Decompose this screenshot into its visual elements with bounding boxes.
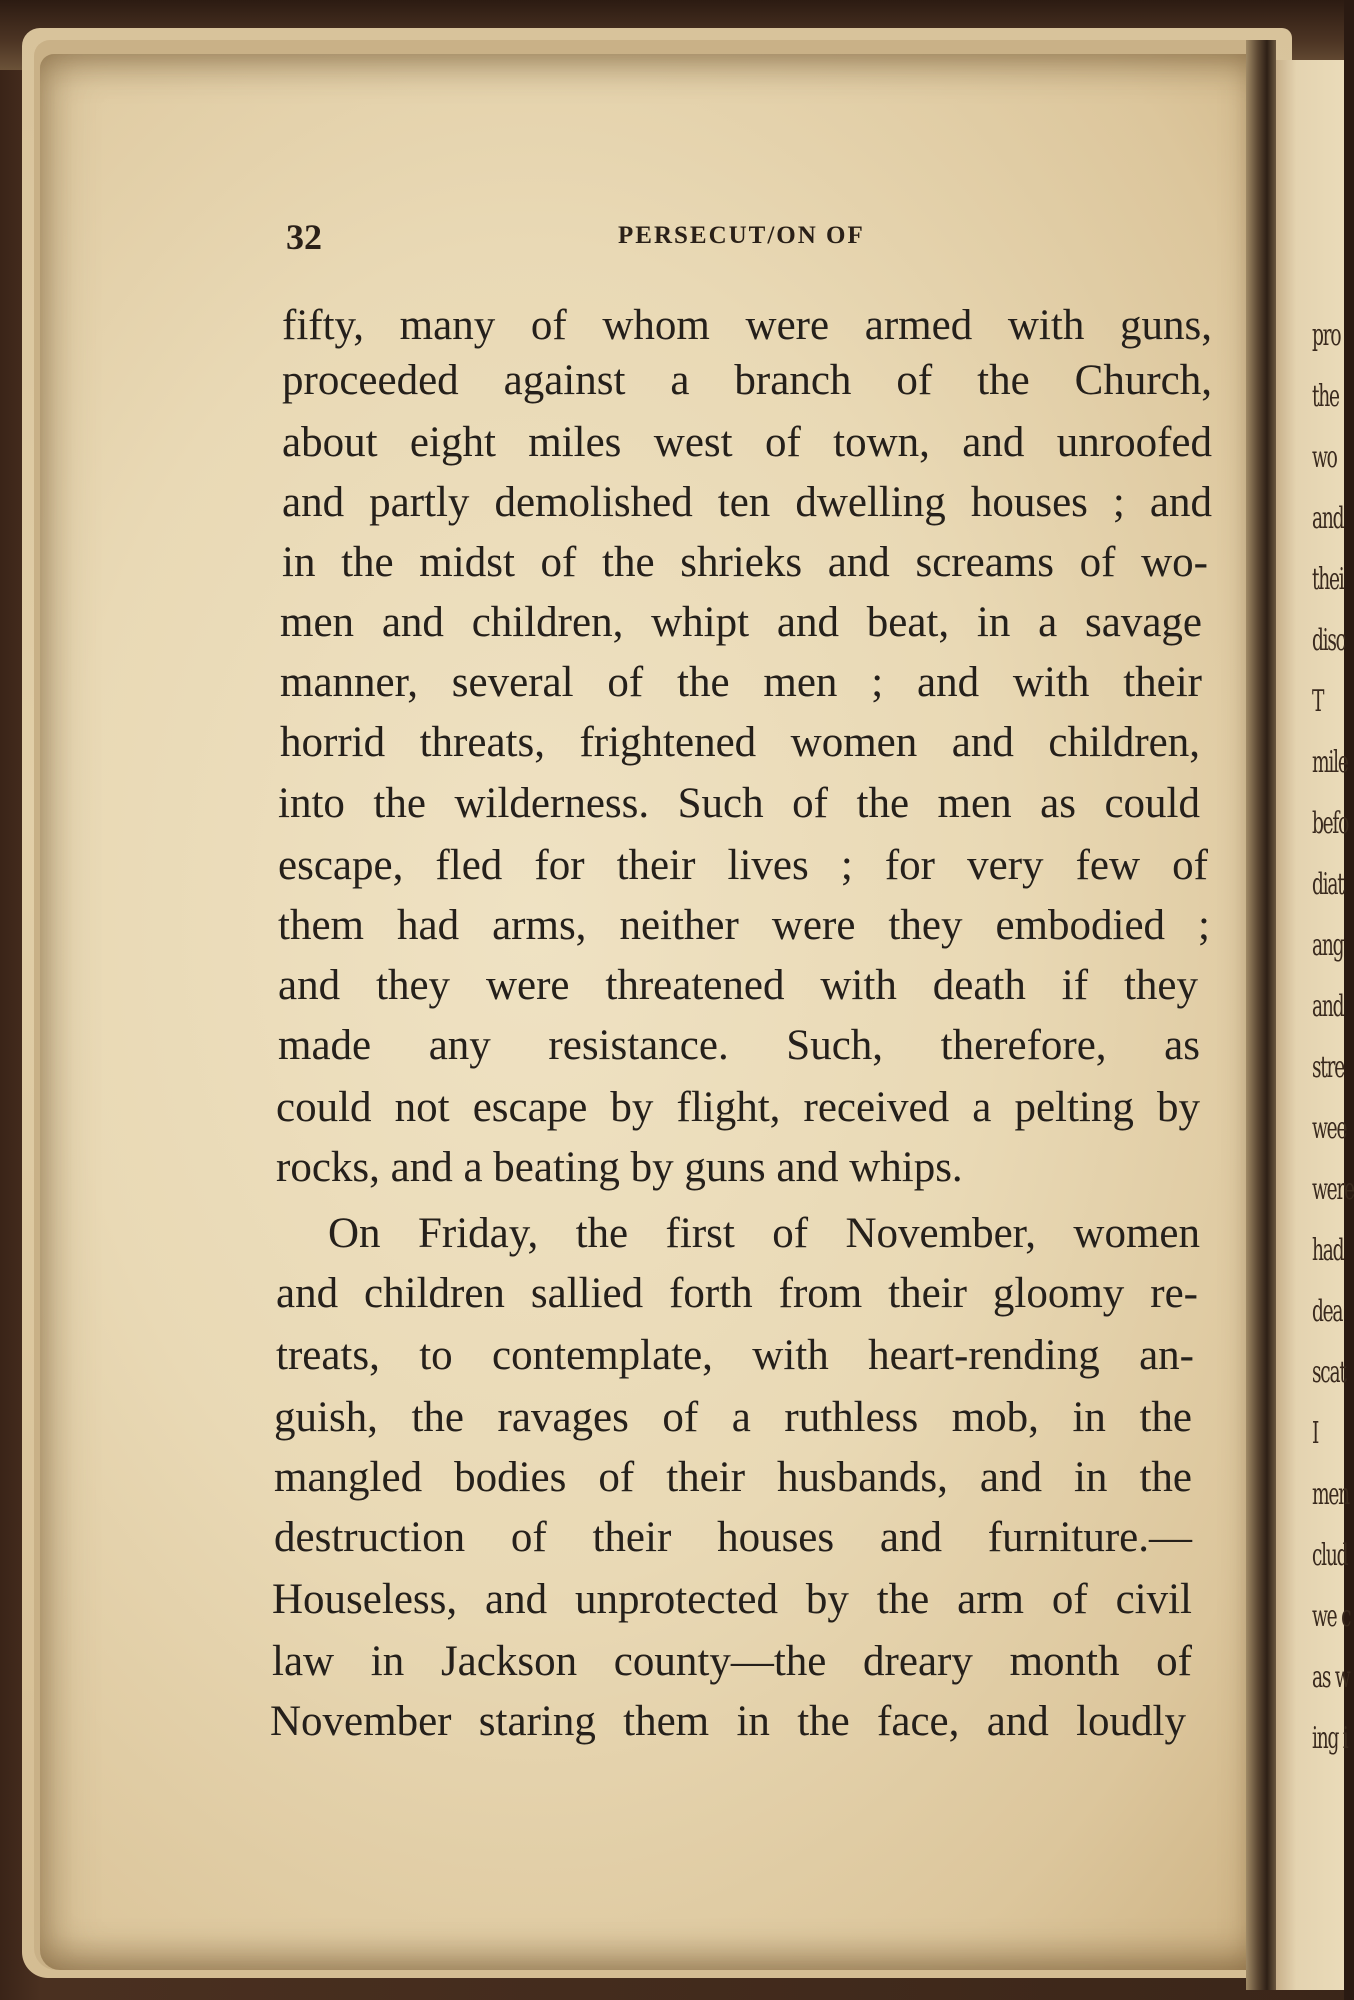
text-line: November staring them in the face, and loudly (270, 1698, 1186, 1745)
text-line: Houseless, and unprotected by the arm of civil (272, 1576, 1192, 1623)
facing-text-fragment: stre (1312, 1050, 1344, 1085)
facing-text-fragment: wo (1312, 440, 1337, 475)
text-line: manner, several of the men ; and with their (280, 659, 1202, 706)
text-line: into the wilderness. Such of the men as could (278, 780, 1200, 827)
text-line: made any resistance. Such, therefore, as (278, 1022, 1200, 1069)
facing-text-fragment: ing i (1312, 1721, 1348, 1756)
book-gutter (1246, 40, 1276, 1990)
facing-text-fragment: pro (1312, 318, 1341, 353)
facing-text-fragment: dea (1312, 1294, 1343, 1329)
facing-text-fragment: men (1312, 1477, 1349, 1512)
facing-text-fragment: clud (1312, 1538, 1348, 1573)
facing-text-fragment: were (1312, 1172, 1354, 1207)
text-line: escape, fled for their lives ; for very few of (278, 842, 1208, 889)
text-line: mangled bodies of their husbands, and in the (274, 1454, 1192, 1501)
text-line: could not escape by flight, received a pelting by (276, 1084, 1200, 1131)
text-line: guish, the ravages of a ruthless mob, in the (274, 1394, 1192, 1441)
running-title: PERSECUT/ON OF (618, 222, 865, 249)
text-line: destruction of their houses and furniture.— (274, 1514, 1192, 1561)
facing-text-fragment: and (1312, 501, 1344, 536)
facing-text-fragment: and (1312, 989, 1344, 1024)
facing-text-fragment: as w (1312, 1660, 1350, 1695)
facing-text-fragment: thei (1312, 562, 1344, 597)
text-line: men and children, whipt and beat, in a savage (280, 599, 1202, 646)
facing-text-fragment: wee (1312, 1111, 1347, 1146)
text-line: and they were threatened with death if they (278, 962, 1198, 1009)
facing-text-fragment: diat (1312, 867, 1344, 902)
facing-text-fragment: befo (1312, 806, 1349, 841)
text-line: treats, to contemplate, with heart-rending an- (276, 1332, 1194, 1379)
text-line: proceeded against a branch of the Church, (282, 357, 1212, 404)
facing-text-fragment: had (1312, 1233, 1344, 1268)
facing-text-fragment: T (1312, 684, 1324, 719)
facing-text-fragment: we c (1312, 1599, 1351, 1634)
facing-text-fragment: scat (1312, 1355, 1346, 1390)
text-line: them had arms, neither were they embodied ; (278, 902, 1210, 949)
page-number: 32 (286, 217, 322, 257)
text-line: On Friday, the first of November, women (328, 1210, 1200, 1257)
text-line: law in Jackson county—the dreary month of (272, 1638, 1192, 1685)
facing-text-fragment: mile (1312, 745, 1348, 780)
facing-text-fragment: I (1312, 1416, 1319, 1451)
facing-text-fragment: disc (1312, 623, 1345, 658)
text-line: and partly demolished ten dwelling houses ; and (282, 479, 1212, 526)
text-line: about eight miles west of town, and unroofed (282, 419, 1212, 466)
text-line: horrid threats, frightened women and children, (280, 719, 1200, 766)
text-line: rocks, and a beating by guns and whips. (276, 1144, 963, 1191)
facing-text-fragment: the (1312, 379, 1339, 414)
facing-text-fragment: ang (1312, 928, 1344, 963)
text-line: and children sallied forth from their gloomy re- (276, 1270, 1198, 1317)
text-line: in the midst of the shrieks and screams of wo- (282, 539, 1208, 586)
text-line: fifty, many of whom were armed with guns, (282, 302, 1212, 349)
